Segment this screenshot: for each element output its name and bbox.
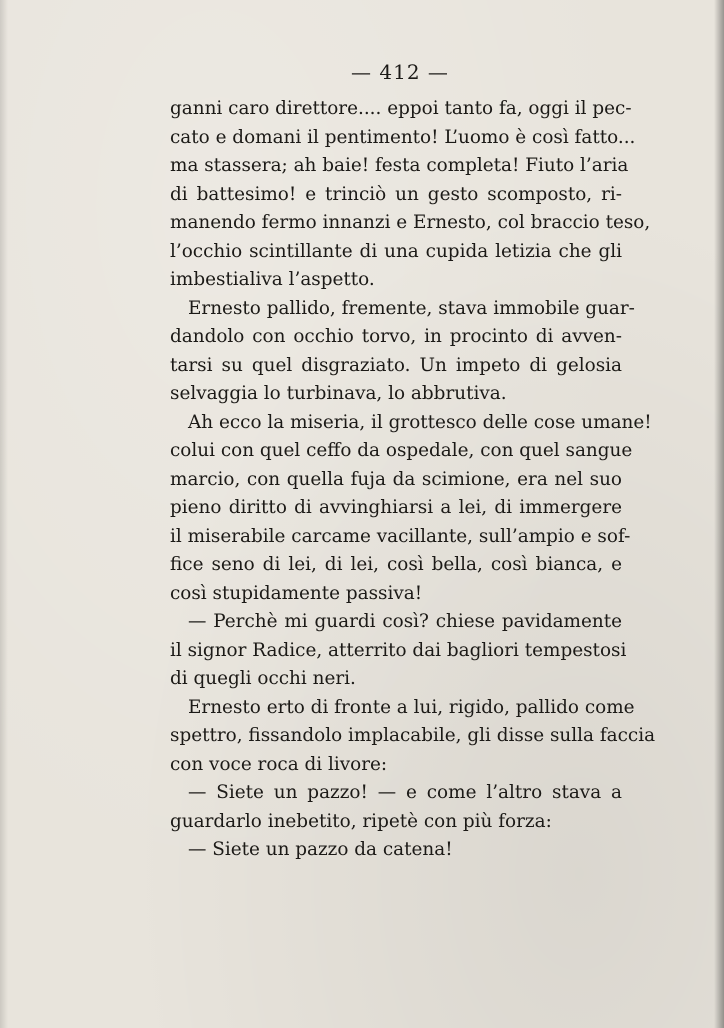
- text-line-9: dandolo con occhio torvo, in procinto di avven-: [170, 326, 622, 347]
- page-left-shadow: [0, 0, 8, 1028]
- text-line-4: di battesimo! e trinciò un gesto scomposto, ri-: [170, 183, 622, 205]
- text-line-20: il signor Radice, atterrito dai bagliori tempestosi: [170, 639, 627, 661]
- text-line-7: imbestialiva l’aspetto.: [170, 269, 375, 290]
- text-line-22: Ernesto erto di fronte a lui, rigido, pallido come: [188, 696, 635, 718]
- page-right-shadow: [714, 0, 724, 1028]
- text-line-13: colui con quel ceffo da ospedale, con quel sangue: [170, 440, 633, 461]
- body-text: [170, 95, 656, 865]
- text-line-25: — Siete un pazzo! — e come l’altro stava a: [188, 782, 622, 803]
- text-line-2: cato e domani il pentimento! L’uomo è così fatto...: [170, 126, 636, 148]
- text-line-16: il miserabile carcame vacillante, sull’ampio e sof-: [170, 525, 631, 547]
- text-line-24: con voce roca di livore:: [170, 753, 388, 775]
- text-line-6: l’occhio scintillante di una cupida letizia che gli: [170, 240, 622, 262]
- text-line-27: — Siete un pazzo da catena!: [188, 839, 453, 860]
- text-line-23: spettro, fissandolo implacabile, gli disse sulla faccia: [170, 725, 656, 746]
- page-number: — 412 —: [351, 60, 449, 84]
- text-line-26: guardarlo inebetito, ripetè con più forza:: [170, 810, 552, 832]
- text-line-19: — Perchè mi guardi così? chiese pavidamente: [188, 611, 622, 632]
- text-line-12: Ah ecco la miseria, il grottesco delle cose umane!: [188, 411, 652, 433]
- text-line-21: di quegli occhi neri.: [170, 668, 356, 689]
- text-line-3: ma stassera; ah baie! festa completa! Fiuto l’aria: [170, 155, 629, 176]
- text-line-15: pieno diritto di avvinghiarsi a lei, di immergere: [170, 497, 622, 518]
- text-line-10: tarsi su quel disgraziato. Un impeto di gelosia: [170, 354, 622, 376]
- text-line-5: manendo fermo innanzi e Ernesto, col braccio teso,: [170, 212, 651, 233]
- text-line-17: fice seno di lei, di lei, così bella, così bianca, e: [170, 554, 622, 575]
- text-line-8: Ernesto pallido, fremente, stava immobile guar-: [188, 297, 635, 319]
- text-line-11: selvaggia lo turbinava, lo abbrutiva.: [170, 383, 507, 404]
- text-line-18: così stupidamente passiva!: [170, 582, 423, 604]
- text-line-14: marcio, con quella fuja da scimione, era nel suo: [170, 468, 622, 490]
- text-line-1: ganni caro direttore.... eppoi tanto fa, oggi il pec-: [170, 98, 632, 119]
